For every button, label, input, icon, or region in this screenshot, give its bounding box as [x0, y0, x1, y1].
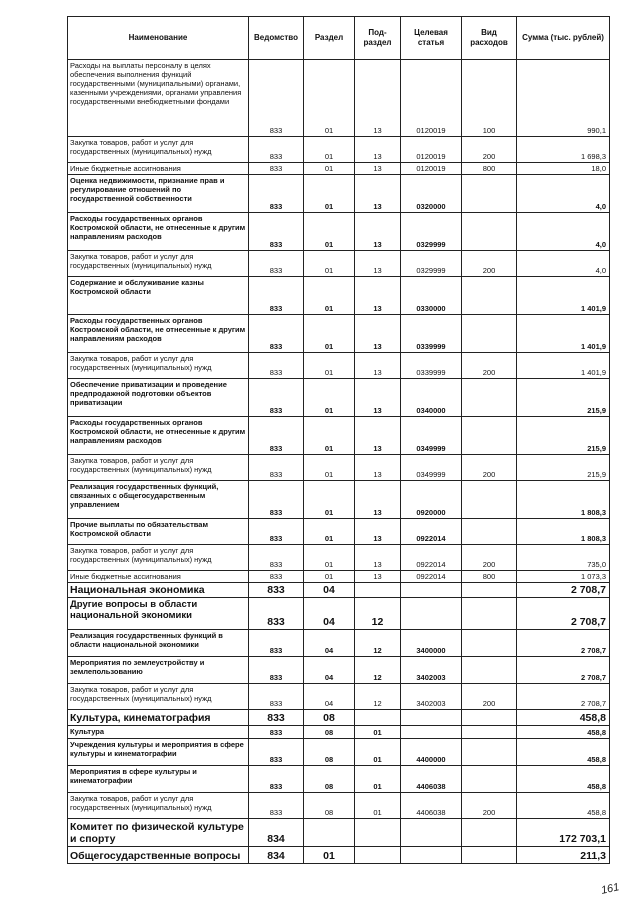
cell-razdel: 01 — [304, 545, 355, 571]
cell-summa: 2 708,7 — [517, 657, 610, 684]
cell-vid-rashodov — [462, 315, 517, 353]
table-row — [68, 766, 610, 793]
cell-name: Национальная экономика — [68, 583, 249, 598]
cell-podrazdel: 13 — [355, 379, 401, 417]
cell-vedomstvo: 833 — [249, 710, 304, 726]
cell-podrazdel: 01 — [355, 726, 401, 739]
cell-razdel: 01 — [304, 417, 355, 455]
cell-vid-rashodov — [462, 417, 517, 455]
cell-name: Содержание и обслуживание казны Костромской области — [68, 277, 249, 315]
cell-vedomstvo: 833 — [249, 726, 304, 739]
header-summa: Сумма (тыс. рублей) — [517, 17, 610, 60]
cell-vedomstvo: 833 — [249, 519, 304, 545]
cell-name: Закупка товаров, работ и услуг для государственных (муниципальных) нужд — [68, 684, 249, 710]
cell-vedomstvo: 833 — [249, 277, 304, 315]
cell-vedomstvo: 833 — [249, 379, 304, 417]
cell-vid-rashodov — [462, 379, 517, 417]
cell-summa: 458,8 — [517, 766, 610, 793]
cell-vedomstvo: 833 — [249, 583, 304, 598]
cell-name: Реализация государственных функций, связанных с общегосударственным управлением — [68, 481, 249, 519]
cell-celevaya-statya: 0922014 — [401, 519, 462, 545]
cell-vedomstvo: 833 — [249, 481, 304, 519]
cell-celevaya-statya: 0922014 — [401, 545, 462, 571]
table-row — [68, 657, 610, 684]
cell-summa: 172 703,1 — [517, 819, 610, 847]
header-celevaya-statya: Целевая статья — [401, 17, 462, 60]
cell-vid-rashodov — [462, 710, 517, 726]
cell-summa: 215,9 — [517, 455, 610, 481]
cell-celevaya-statya — [401, 726, 462, 739]
cell-podrazdel: 13 — [355, 481, 401, 519]
cell-summa: 4,0 — [517, 213, 610, 251]
cell-summa: 4,0 — [517, 251, 610, 277]
cell-razdel: 04 — [304, 630, 355, 657]
cell-celevaya-statya: 0120019 — [401, 60, 462, 137]
cell-summa: 4,0 — [517, 175, 610, 213]
cell-vedomstvo: 833 — [249, 213, 304, 251]
cell-name: Расходы на выплаты персоналу в целях обеспечения выполнения функций государственными (муниципальными) органами, казенными учреждениями, органами управления государственными внебюджетными фондами — [68, 60, 249, 137]
table-row — [68, 630, 610, 657]
header-name: Наименование — [68, 17, 249, 60]
cell-vedomstvo: 833 — [249, 630, 304, 657]
cell-vid-rashodov — [462, 766, 517, 793]
cell-vedomstvo: 833 — [249, 657, 304, 684]
table-row — [68, 60, 610, 137]
cell-summa: 2 708,7 — [517, 684, 610, 710]
cell-razdel: 01 — [304, 571, 355, 583]
cell-podrazdel: 12 — [355, 598, 401, 630]
cell-razdel: 08 — [304, 739, 355, 766]
cell-razdel: 04 — [304, 657, 355, 684]
cell-name: Прочие выплаты по обязательствам Костромской области — [68, 519, 249, 545]
table-row — [68, 353, 610, 379]
cell-razdel: 01 — [304, 251, 355, 277]
cell-vid-rashodov — [462, 481, 517, 519]
table-row — [68, 251, 610, 277]
header-vid-rashodov: Вид расходов — [462, 17, 517, 60]
cell-celevaya-statya: 3402003 — [401, 657, 462, 684]
table-row — [68, 277, 610, 315]
cell-celevaya-statya — [401, 819, 462, 847]
cell-vid-rashodov: 100 — [462, 60, 517, 137]
cell-celevaya-statya: 0120019 — [401, 137, 462, 163]
cell-vid-rashodov — [462, 739, 517, 766]
table-row — [68, 793, 610, 819]
cell-vedomstvo: 833 — [249, 353, 304, 379]
cell-celevaya-statya: 0329999 — [401, 251, 462, 277]
cell-celevaya-statya: 3400000 — [401, 630, 462, 657]
cell-name: Другие вопросы в области национальной экономики — [68, 598, 249, 630]
table-body — [68, 60, 610, 864]
cell-razdel: 04 — [304, 684, 355, 710]
cell-name: Расходы государственных органов Костромской области, не отнесенные к другим направлениям расходов — [68, 213, 249, 251]
cell-razdel: 08 — [304, 766, 355, 793]
cell-vedomstvo: 833 — [249, 60, 304, 137]
table-row — [68, 213, 610, 251]
cell-summa: 1 698,3 — [517, 137, 610, 163]
cell-podrazdel: 01 — [355, 739, 401, 766]
cell-vedomstvo: 833 — [249, 545, 304, 571]
table-row — [68, 455, 610, 481]
cell-podrazdel: 13 — [355, 353, 401, 379]
cell-celevaya-statya: 0340000 — [401, 379, 462, 417]
cell-vedomstvo: 833 — [249, 766, 304, 793]
cell-vid-rashodov — [462, 583, 517, 598]
table-row — [68, 583, 610, 598]
cell-summa: 1 401,9 — [517, 353, 610, 379]
header-vedomstvo: Ведомство — [249, 17, 304, 60]
cell-name: Закупка товаров, работ и услуг для государственных (муниципальных) нужд — [68, 353, 249, 379]
cell-name: Учреждения культуры и мероприятия в сфере культуры и кинематографии — [68, 739, 249, 766]
cell-razdel: 01 — [304, 481, 355, 519]
cell-vedomstvo: 833 — [249, 455, 304, 481]
table-row — [68, 598, 610, 630]
cell-vid-rashodov: 200 — [462, 455, 517, 481]
cell-vedomstvo: 833 — [249, 137, 304, 163]
table-row — [68, 519, 610, 545]
table-row — [68, 545, 610, 571]
cell-vedomstvo: 833 — [249, 684, 304, 710]
table-row — [68, 175, 610, 213]
cell-vid-rashodov — [462, 175, 517, 213]
cell-vid-rashodov: 200 — [462, 545, 517, 571]
cell-vid-rashodov — [462, 598, 517, 630]
table-row — [68, 684, 610, 710]
cell-podrazdel: 12 — [355, 657, 401, 684]
cell-podrazdel: 13 — [355, 137, 401, 163]
cell-podrazdel: 13 — [355, 175, 401, 213]
cell-vid-rashodov — [462, 657, 517, 684]
cell-vedomstvo: 833 — [249, 739, 304, 766]
cell-summa: 1 808,3 — [517, 519, 610, 545]
cell-podrazdel: 13 — [355, 519, 401, 545]
cell-summa: 2 708,7 — [517, 598, 610, 630]
cell-vedomstvo: 833 — [249, 175, 304, 213]
cell-podrazdel: 13 — [355, 455, 401, 481]
cell-vedomstvo: 833 — [249, 251, 304, 277]
page-number: 161 — [599, 881, 621, 897]
cell-podrazdel: 13 — [355, 277, 401, 315]
cell-vid-rashodov: 200 — [462, 353, 517, 379]
cell-summa: 211,3 — [517, 847, 610, 864]
cell-razdel: 01 — [304, 379, 355, 417]
cell-celevaya-statya: 0922014 — [401, 571, 462, 583]
cell-summa: 458,8 — [517, 739, 610, 766]
cell-podrazdel: 13 — [355, 417, 401, 455]
cell-celevaya-statya: 0349999 — [401, 417, 462, 455]
cell-vid-rashodov — [462, 726, 517, 739]
cell-name: Оценка недвижимости, признание прав и регулирование отношений по государственной собственности — [68, 175, 249, 213]
cell-summa: 458,8 — [517, 793, 610, 819]
cell-podrazdel: 13 — [355, 213, 401, 251]
cell-vid-rashodov — [462, 630, 517, 657]
cell-summa: 1 073,3 — [517, 571, 610, 583]
cell-name: Культура — [68, 726, 249, 739]
cell-summa: 215,9 — [517, 379, 610, 417]
cell-summa: 18,0 — [517, 163, 610, 175]
cell-celevaya-statya — [401, 583, 462, 598]
header-razdel: Раздел — [304, 17, 355, 60]
cell-podrazdel: 13 — [355, 571, 401, 583]
cell-name: Мероприятия в сфере культуры и кинематографии — [68, 766, 249, 793]
table-row — [68, 379, 610, 417]
cell-podrazdel: 01 — [355, 766, 401, 793]
header-podrazdel: Под-раздел — [355, 17, 401, 60]
cell-summa: 990,1 — [517, 60, 610, 137]
cell-vedomstvo: 833 — [249, 417, 304, 455]
table-row — [68, 315, 610, 353]
table-header-row — [68, 17, 610, 60]
cell-podrazdel: 01 — [355, 793, 401, 819]
cell-vid-rashodov: 800 — [462, 163, 517, 175]
cell-podrazdel — [355, 583, 401, 598]
cell-vid-rashodov: 200 — [462, 251, 517, 277]
cell-celevaya-statya: 0349999 — [401, 455, 462, 481]
cell-podrazdel: 12 — [355, 630, 401, 657]
cell-razdel: 01 — [304, 315, 355, 353]
table-row — [68, 710, 610, 726]
cell-summa: 1 808,3 — [517, 481, 610, 519]
cell-podrazdel: 12 — [355, 684, 401, 710]
cell-celevaya-statya — [401, 598, 462, 630]
cell-razdel: 08 — [304, 726, 355, 739]
cell-celevaya-statya: 0339999 — [401, 353, 462, 379]
cell-razdel: 04 — [304, 598, 355, 630]
cell-podrazdel — [355, 710, 401, 726]
table-row — [68, 739, 610, 766]
cell-celevaya-statya: 0120019 — [401, 163, 462, 175]
cell-name: Закупка товаров, работ и услуг для государственных (муниципальных) нужд — [68, 793, 249, 819]
cell-celevaya-statya: 3402003 — [401, 684, 462, 710]
cell-summa: 458,8 — [517, 710, 610, 726]
cell-razdel: 04 — [304, 583, 355, 598]
cell-vid-rashodov — [462, 519, 517, 545]
cell-razdel: 08 — [304, 793, 355, 819]
cell-podrazdel: 13 — [355, 545, 401, 571]
table-row — [68, 417, 610, 455]
cell-razdel: 01 — [304, 213, 355, 251]
cell-name: Реализация государственных функций в области национальной экономики — [68, 630, 249, 657]
table-row — [68, 481, 610, 519]
cell-vedomstvo: 833 — [249, 315, 304, 353]
cell-celevaya-statya: 4406038 — [401, 766, 462, 793]
cell-podrazdel — [355, 847, 401, 864]
cell-name: Закупка товаров, работ и услуг для государственных (муниципальных) нужд — [68, 455, 249, 481]
cell-name: Иные бюджетные ассигнования — [68, 571, 249, 583]
cell-celevaya-statya — [401, 710, 462, 726]
cell-vid-rashodov: 800 — [462, 571, 517, 583]
cell-name: Закупка товаров, работ и услуг для государственных (муниципальных) нужд — [68, 137, 249, 163]
budget-table-sheet — [67, 16, 610, 864]
table-row — [68, 163, 610, 175]
cell-razdel: 01 — [304, 175, 355, 213]
cell-vedomstvo: 834 — [249, 819, 304, 847]
cell-name: Комитет по физической культуре и спорту — [68, 819, 249, 847]
cell-razdel: 01 — [304, 277, 355, 315]
cell-summa: 2 708,7 — [517, 630, 610, 657]
cell-celevaya-statya: 4406038 — [401, 793, 462, 819]
cell-celevaya-statya: 0330000 — [401, 277, 462, 315]
cell-podrazdel — [355, 819, 401, 847]
budget-table — [67, 16, 610, 864]
cell-razdel — [304, 819, 355, 847]
cell-podrazdel: 13 — [355, 315, 401, 353]
cell-vid-rashodov: 200 — [462, 684, 517, 710]
cell-summa: 735,0 — [517, 545, 610, 571]
cell-vid-rashodov: 200 — [462, 793, 517, 819]
cell-name: Расходы государственных органов Костромской области, не отнесенные к другим направлениям расходов — [68, 315, 249, 353]
cell-vid-rashodov — [462, 277, 517, 315]
cell-vid-rashodov — [462, 847, 517, 864]
cell-name: Закупка товаров, работ и услуг для государственных (муниципальных) нужд — [68, 251, 249, 277]
cell-celevaya-statya: 0339999 — [401, 315, 462, 353]
cell-razdel: 01 — [304, 60, 355, 137]
cell-razdel: 01 — [304, 137, 355, 163]
cell-summa: 1 401,9 — [517, 315, 610, 353]
cell-vedomstvo: 833 — [249, 598, 304, 630]
cell-summa: 215,9 — [517, 417, 610, 455]
table-row — [68, 726, 610, 739]
cell-podrazdel: 13 — [355, 60, 401, 137]
cell-celevaya-statya: 0329999 — [401, 213, 462, 251]
cell-name: Расходы государственных органов Костромской области, не отнесенные к другим направлениям расходов — [68, 417, 249, 455]
cell-vedomstvo: 833 — [249, 571, 304, 583]
cell-razdel: 01 — [304, 163, 355, 175]
cell-name: Культура, кинематография — [68, 710, 249, 726]
cell-razdel: 08 — [304, 710, 355, 726]
cell-name: Иные бюджетные ассигнования — [68, 163, 249, 175]
cell-name: Общегосударственные вопросы — [68, 847, 249, 864]
cell-razdel: 01 — [304, 353, 355, 379]
table-row — [68, 847, 610, 864]
cell-celevaya-statya: 4400000 — [401, 739, 462, 766]
cell-vedomstvo: 834 — [249, 847, 304, 864]
cell-celevaya-statya: 0920000 — [401, 481, 462, 519]
cell-name: Обеспечение приватизации и проведение предпродажной подготовки объектов приватизации — [68, 379, 249, 417]
cell-razdel: 01 — [304, 847, 355, 864]
cell-summa: 458,8 — [517, 726, 610, 739]
table-row — [68, 571, 610, 583]
cell-summa: 2 708,7 — [517, 583, 610, 598]
cell-name: Закупка товаров, работ и услуг для государственных (муниципальных) нужд — [68, 545, 249, 571]
cell-vid-rashodov: 200 — [462, 137, 517, 163]
cell-vedomstvo: 833 — [249, 163, 304, 175]
cell-celevaya-statya: 0320000 — [401, 175, 462, 213]
table-row — [68, 819, 610, 847]
cell-podrazdel: 13 — [355, 163, 401, 175]
table-row — [68, 137, 610, 163]
cell-celevaya-statya — [401, 847, 462, 864]
cell-vedomstvo: 833 — [249, 793, 304, 819]
cell-razdel: 01 — [304, 455, 355, 481]
cell-razdel: 01 — [304, 519, 355, 545]
cell-vid-rashodov — [462, 819, 517, 847]
cell-vid-rashodov — [462, 213, 517, 251]
cell-podrazdel: 13 — [355, 251, 401, 277]
cell-name: Мероприятия по землеустройству и землепользованию — [68, 657, 249, 684]
cell-summa: 1 401,9 — [517, 277, 610, 315]
